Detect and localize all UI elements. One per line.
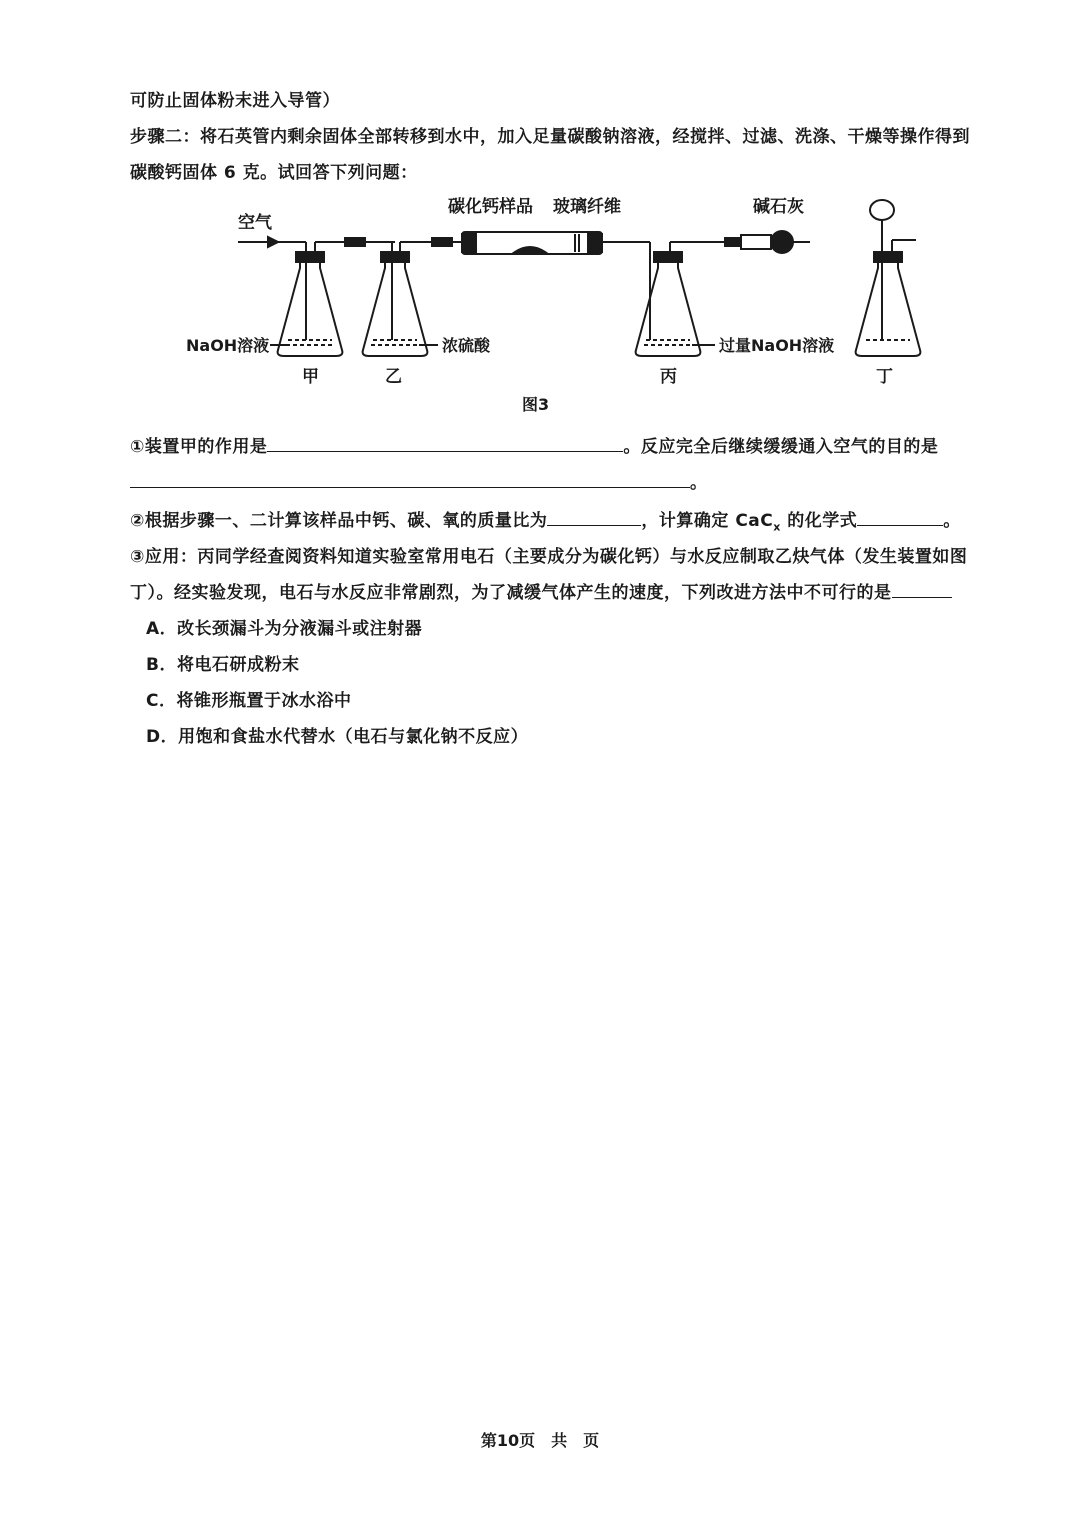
option-c: C．将锥形瓶置于冰水浴中 (146, 691, 352, 711)
option-d: D．用饱和食盐水代替水（电石与氯化钠不反应） (146, 727, 529, 747)
text-line-3: 碳酸钙固体 6 克。试回答下列问题： (130, 163, 418, 183)
figure-caption: 图3 (522, 395, 550, 414)
question-2: ②根据步骤一、二计算该样品中钙、碳、氧的质量比为 ，计算确定 CaC$_x$ 的化学式 。 (130, 506, 961, 533)
question-1: ①装置甲的作用是 。反应完全后继续缓缓通入空气的目的是 (130, 432, 938, 457)
label-h2so4: 浓硫酸 (442, 336, 491, 355)
funnel (870, 200, 894, 220)
answer-blank-2[interactable] (130, 469, 690, 488)
label-excess-naoh: 过量NaOH溶液 (719, 336, 835, 355)
label-sample: 碳化钙样品 (448, 197, 533, 217)
text-line-2: 步骤二：将石英管内剩余固体全部转移到水中，加入足量碳酸钠溶液，经搅拌、过滤、洗涤、干燥等操作得到 (130, 127, 970, 147)
answer-blank-3[interactable] (547, 507, 641, 526)
question-3-line-1: ③应用：丙同学经查阅资料知道实验室常用电石（主要成分为碳化钙）与水反应制取乙炔气体（发生装置如图 (130, 547, 968, 567)
label-bing: 丙 (660, 367, 677, 387)
question-3-line-2: 丁）。经实验发现，电石与水反应非常剧烈，为了减缓气体产生的速度，下列改进方法中不可行的是 (130, 578, 952, 603)
label-air: 空气 (238, 213, 272, 233)
label-soda-lime: 碱石灰 (753, 197, 804, 217)
answer-blank-1[interactable] (267, 433, 623, 452)
drying-tube (741, 235, 771, 249)
label-naoh: NaOH溶液 (186, 336, 270, 355)
question-1-continued: 。 (130, 468, 708, 493)
label-yi: 乙 (385, 367, 402, 387)
soda-lime-bulb (771, 231, 793, 253)
label-jia: 甲 (302, 367, 319, 387)
label-glass-fiber: 玻璃纤维 (553, 197, 621, 217)
label-ding: 丁 (876, 367, 893, 387)
answer-blank-4[interactable] (857, 507, 943, 526)
option-b: B．将电石研成粉末 (146, 655, 300, 675)
page-footer: 第10页 共 页 (480, 1431, 600, 1450)
air-arrowhead-icon (268, 237, 278, 247)
text-line-1: 可防止固体粉末进入导管） (130, 91, 340, 111)
apparatus-diagram (170, 190, 940, 420)
answer-blank-5[interactable] (892, 579, 952, 598)
option-a: A．改长颈漏斗为分液漏斗或注射器 (146, 619, 423, 639)
carbide-sample (515, 247, 545, 252)
